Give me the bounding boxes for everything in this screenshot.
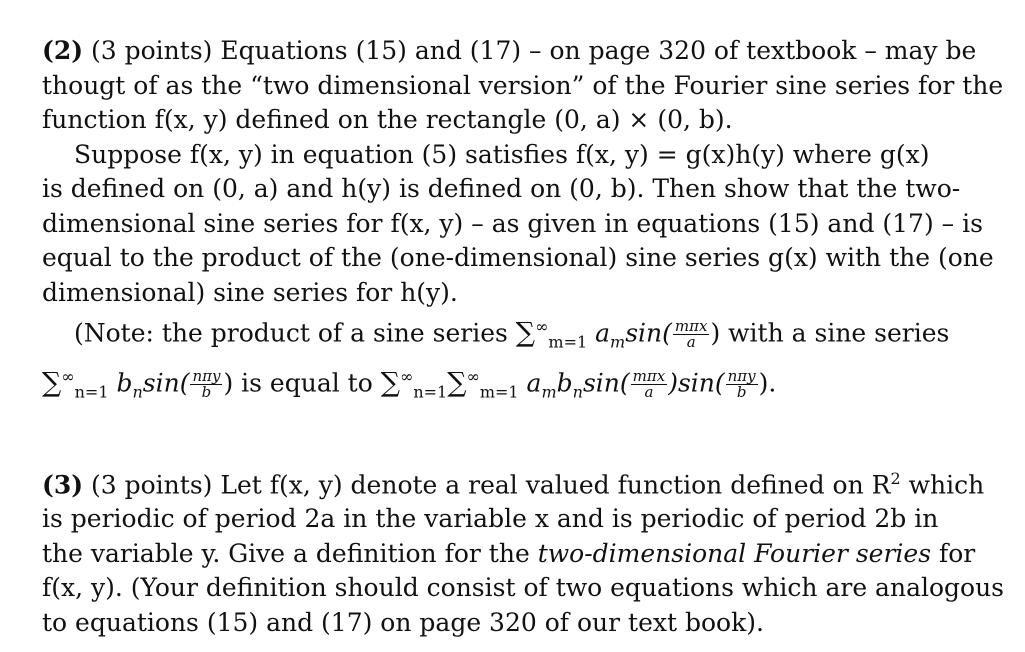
problem-2-text-1: (3 points) Equations (15) and (17) – on page 320 of textbook – may be (83, 36, 977, 65)
fraction-numerator: mπx (632, 367, 666, 386)
problem-2-number: (2) (42, 36, 84, 65)
fraction-numerator: nπy (192, 367, 221, 386)
coefficient-a-subscript: m (610, 332, 626, 352)
problem-2-line-5: is defined on (0, a) and h(y) is defined on (0, b). Then show that the two- (42, 174, 961, 203)
problem-2-line-7: equal to the product of the (one-dimensional) sine series g(x) with the (one (42, 243, 994, 272)
problem-3-line-2: is periodic of period 2a in the variable x and is periodic of period 2b in (42, 504, 939, 534)
fraction-denominator: b (736, 383, 747, 402)
fraction-mpx-over-a (673, 319, 710, 350)
coefficient-a: a (518, 368, 542, 398)
sum-upper-limit: ∞ (400, 366, 414, 386)
sine-function: )sin( (668, 368, 725, 398)
sine-function: sin( (142, 368, 190, 398)
fraction-numerator: nπy (727, 367, 756, 386)
coefficient-b: b (556, 368, 573, 398)
coefficient-b-subscript: n (132, 382, 143, 402)
problem-3-text-3b: for (931, 538, 976, 568)
document-page (42, 34, 1004, 640)
problem-3-line-5: to equations (15) and (17) on page 320 of our text book). (42, 607, 764, 637)
coefficient-b: b (108, 368, 133, 398)
fraction-denominator: a (686, 333, 696, 352)
sine-function: sin( (625, 318, 672, 348)
problem-2 (42, 34, 1004, 410)
fraction-denominator: a (644, 383, 654, 402)
sum-symbol: ∑ (447, 367, 467, 399)
sum-symbol: ∑ (380, 367, 400, 399)
note-text-c: ) is equal to (223, 368, 381, 398)
sum-upper-limit: ∞ (466, 366, 480, 386)
note-text-b: with a sine series (720, 318, 950, 348)
sum-lower-limit: m=1 (479, 382, 519, 402)
sum-lower-limit: n=1 (74, 382, 109, 402)
problem-3-line-3 (42, 537, 998, 572)
problem-2-line-1 (42, 34, 998, 69)
problem-2-line-8: dimensional) sine series for h(y). (42, 277, 458, 307)
sum-lower-limit: m=1 (548, 332, 588, 352)
sum-lower-limit: n=1 (413, 382, 448, 402)
sine-function: sin( (582, 368, 630, 398)
problem-2-line-6: dimensional sine series for f(x, y) – as given in equations (15) and (17) – is (42, 208, 983, 238)
problem-3 (42, 462, 1004, 641)
problem-3-line-1 (42, 462, 998, 503)
fraction-npy-over-b (726, 369, 758, 400)
fraction-numerator: mπx (674, 317, 708, 336)
fraction-denominator: b (201, 383, 212, 402)
emphasis-two-dimensional-fourier-series: two-dimensional Fourier series (537, 538, 932, 568)
note-end: ). (758, 368, 777, 398)
fraction-npy-over-b (190, 369, 222, 400)
sum-upper-limit: ∞ (61, 366, 75, 386)
problem-3-line-4: f(x, y). (Your definition should consist of two equations which are analogous (42, 573, 1004, 603)
sum-symbol: ∑ (42, 367, 62, 399)
problem-2-line-3: function f(x, y) defined on the rectangle (0, a) × (0, b). (42, 105, 733, 134)
close-paren: ) (710, 318, 721, 348)
sum-upper-limit: ∞ (535, 317, 549, 336)
coefficient-a: a (587, 318, 611, 348)
fraction-mpx-over-a (631, 369, 668, 400)
sum-symbol: ∑ (515, 317, 536, 349)
note-line-2 (42, 360, 998, 410)
note-text-a: (Note: the product of a sine series (74, 318, 516, 348)
coefficient-b-subscript: n (572, 382, 583, 402)
problem-2-line-2: thougt of as the “two dimensional version” of the Fourier sine series for the (42, 70, 1004, 100)
problem-3-number: (3) (42, 469, 84, 499)
problem-3-text-1-end: which (900, 469, 985, 499)
problem-2-line-4: Suppose f(x, y) in equation (5) satisfies f(x, y) = g(x)h(y) where g(x) (74, 139, 930, 169)
problem-3-text-1: (3 points) Let f(x, y) denote a real valued function defined on R (83, 469, 891, 499)
note-line-1 (42, 310, 998, 360)
problem-3-text-3a: the variable y. Give a definition for the (42, 538, 538, 568)
superscript-2: 2 (890, 468, 901, 488)
coefficient-a-subscript: m (541, 382, 557, 402)
